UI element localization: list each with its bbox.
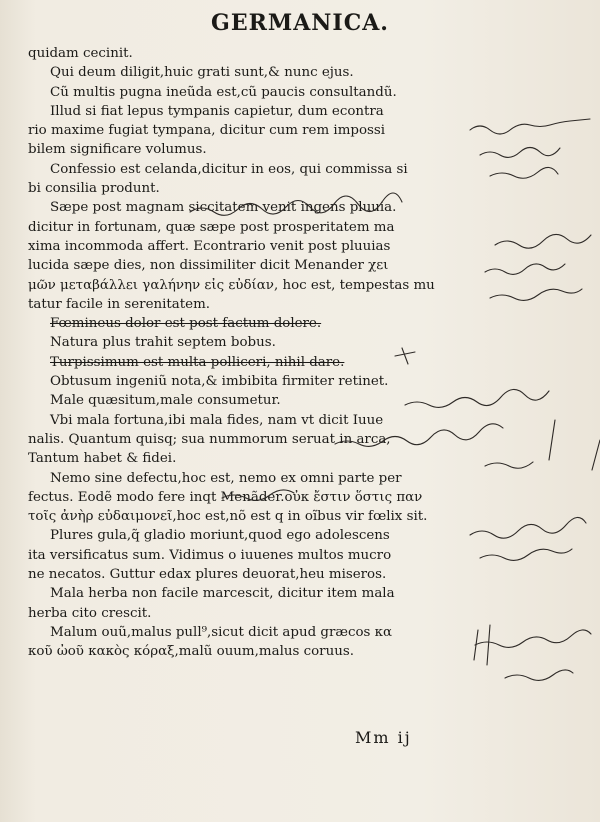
text-line: bilem significare volumus.	[28, 142, 207, 158]
text-line: Vbi mala fortuna,ibi mala fides, nam vt dicit Iuue	[50, 412, 384, 428]
annotation-bracket	[549, 420, 600, 470]
text-line: fectus. Eodẽ modo fere inqt Menãder.οὐκ ἔστιν ὅστις παν	[28, 489, 423, 505]
text-line: κοῦ ὠοῦ κακὸς κόραξ,malũ ouum,malus coruus.	[28, 644, 354, 660]
text-line: Plures gula,q̃ gladio moriunt,quod ego adolescens	[50, 528, 390, 544]
text-line: Tantum habet & fidei.	[28, 451, 177, 467]
text-line: Confessio est celanda,dicitur in eos, qui commissa si	[50, 161, 408, 177]
text-line: Qui deum diligit,huic grati sunt,& nunc ejus.	[50, 65, 354, 81]
text-line: Cũ multis pugna ineũda est,cũ paucis consultandũ.	[50, 84, 397, 100]
annotation-scribble	[485, 462, 533, 468]
text-line: lucida sæpe dies, non dissimiliter dicit Menander χει	[28, 258, 389, 274]
annotation-scribble	[480, 549, 572, 560]
text-line: τοῖς ἀνὴρ εὐδαιμονεῖ,hoc est,nõ est q in oĩbus vir fœlix sit.	[28, 509, 428, 525]
annotation-scribble	[505, 670, 573, 680]
text-line: ne necatos. Guttur edax plures deuorat,heu miseros.	[28, 567, 387, 583]
text-line: dicitur in fortunam, quæ sæpe post prosperitatem ma	[28, 219, 395, 235]
text-line: herba cito crescit.	[28, 605, 152, 621]
text-line: rio maxime fugiat tympana, dicitur cum rem impossi	[28, 123, 386, 139]
text-line: xima incommoda affert. Econtrario venit post pluuias	[28, 238, 391, 254]
annotation-scribble	[490, 289, 582, 300]
text-line: quidam cecinit.	[28, 46, 133, 61]
page-text-block	[28, 44, 473, 662]
text-line: Natura plus trahit septem bobus.	[50, 335, 276, 351]
text-line: ita versificatus sum. Vidimus o iuuenes multos mucro	[28, 547, 392, 563]
annotation-scribble	[485, 264, 565, 274]
text-line: tatur facile in serenitatem.	[28, 296, 211, 312]
text-line: Mala herba non facile marcescit, dicitur item mala	[50, 586, 395, 602]
signature-mark: Mm ij	[355, 728, 412, 747]
text-line: Malum ouũ,malus pull⁹,sicut dicit apud græcos κα	[50, 624, 393, 640]
text-line: μῶν μεταβάλλει γαλήνην εἰς εὐδίαν, hoc est, tempestas mu	[28, 277, 435, 293]
annotation-scribble	[480, 148, 560, 158]
text-line: Nemo sine defectu,hoc est, nemo ex omni parte per	[50, 470, 402, 486]
annotation-scribble	[470, 119, 590, 134]
annotation-scribble	[475, 630, 591, 647]
text-line: Sæpe post magnam siccitatem venit ingens pluuia.	[50, 200, 397, 216]
text-line: Illud si fiat lepus tympanis capietur, dum econtra	[50, 103, 384, 119]
text-line: nalis. Quantum quisq; sua nummorum seruat in arca,	[28, 431, 391, 447]
annotation-scribble	[490, 167, 558, 178]
annotation-bracket	[474, 625, 490, 665]
text-line: Obtusum ingeniũ nota,& imbibita firmiter retinet.	[50, 374, 389, 390]
text-line: Male quæsitum,male consumetur.	[50, 393, 281, 409]
text-line: Fœmineus dolor est post factum dolere.	[50, 316, 322, 332]
running-header: GERMANICA.	[211, 10, 389, 36]
annotation-scribble	[495, 234, 591, 248]
text-line: bi consilia produnt.	[28, 181, 160, 197]
annotation-scribble	[470, 517, 586, 538]
text-line: Turpissimum est multa polliceri, nihil dare.	[50, 354, 345, 370]
